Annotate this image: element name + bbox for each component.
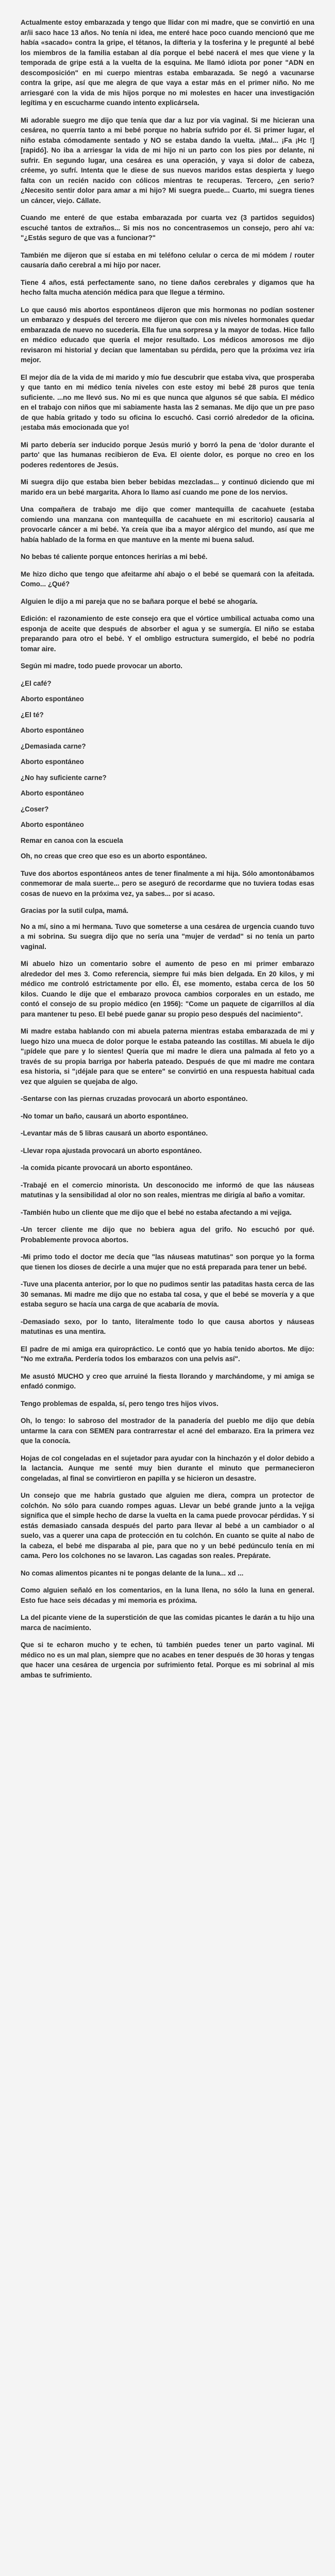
story-paragraph: Me asustó MUCHO y creo que arruiné la fiesta llorando y marchándome, y mi amiga se enfadó conmigo.: [21, 1372, 314, 1390]
story-paragraph: Remar en canoa con la escuela: [21, 836, 123, 844]
story-paragraph: Aborto espontáneo: [21, 758, 84, 766]
story-paragraph: Mi parto debería ser inducido porque Jesús murió y borró la pena de 'dolor durante el parto' que las humanas recibieron de Eva. El oiente dolor, es porque no creo en los poderes redentores de Jesús.: [21, 440, 314, 469]
story-paragraph: Edición: el razonamiento de este consejo era que el vórtice umbilical actuaba como una esponja de aceite que después de absorber el agua y se sumergía. El niño se estaba preparando para otro el bebé. Y el ombligo estructura sumergido, el bebé no podría tomar aire.: [21, 615, 314, 653]
story-paragraph: Aborto espontáneo: [21, 695, 84, 703]
story-paragraph: -Un tercer cliente me dijo que no bebiera agua del grifo. No escuchó por qué. Probablemente provoca abortos.: [21, 1226, 314, 1244]
story-paragraph: Me hizo dicho que tengo que afeitarme ahí abajo o el bebé se quemará con la afeitada. Como... ¿Qué?: [21, 570, 314, 588]
story-paragraph: Mi abuelo hizo un comentario sobre el aumento de peso en mi primer embarazo alrededor del mes 3. Como referencia, siempre fui más bien delgada. En 20 kilos, y mi médico me controló estrictamente por ello. Él, ese momento, estaba cerca de los 50 kilos. Cuando le dije que el embarazo provoca cambios corporales en un estado, me contó el consejo de su propio médico (en 1956): "Come un paquete de cigarrillos al día para mantener tu peso. El bebé puede ganar su propio peso después del nacimiento".: [21, 960, 314, 1018]
story-paragraph: Aborto espontáneo: [21, 821, 84, 828]
story-paragraph: No comas alimentos picantes ni te pongas delante de la luna... xd ...: [21, 1569, 244, 1577]
story-paragraph: ¿No hay suficiente carne?: [21, 773, 107, 782]
story-paragraph: Mi madre estaba hablando con mi abuela paterna mientras estaba embarazada de mi y luego hizo una mueca de dolor porque le estaba pateando las costillas. Mi abuela le dijo "¡pídele que pare y lo sientes! Quería que mi madre le diera una palmada al feto yo a través de su propia barriga por haberla pateado. Después de que mi madre me contara esa historia, si "¡déjale para que se entere" se convirtió en una respuesta habitual cada vez que alguien se quejaba de algo.: [21, 1027, 314, 1086]
story-paragraph: -la comida picante provocará un aborto espontáneo.: [21, 1164, 193, 1172]
story-paragraph: Que si te echaron mucho y te echen, tú también puedes tener un parto vaginal. Mi médico no es un mal plan, siempre que no acabes en tener después de 30 horas y tengas que hacer una cesárea de urgencia por sufrimiento fetal. Porque es mi sobrinal al mis ambas te sufrimiento.: [21, 1641, 314, 1679]
story-paragraph: Oh, lo tengo: lo sabroso del mostrador de la panadería del pueblo me dijo que debía untarme la cara con SEMEN para contrarrestar el acné del embarazo. Era la primera vez que la conocía.: [21, 1417, 314, 1445]
story-paragraph: También me dijeron que sí estaba en mi teléfono celular o cerca de mi módem / router causaría daño cerebral a mi hijo por nacer.: [21, 251, 314, 269]
story-paragraph: Aborto espontáneo: [21, 789, 84, 797]
story-paragraph: -Sentarse con las piernas cruzadas provocará un aborto espontáneo.: [21, 1095, 248, 1103]
story-paragraph: -Demasiado sexo, por lo tanto, literalmente todo lo que causa abortos y náuseas matutinas es una mentira.: [21, 1317, 314, 1335]
story-paragraph: Mi adorable suegro me dijo que tenía que dar a luz por vía vaginal. Si me hicieran una cesárea, no querría tanto a mi bebé porque no habría sufrido por él. Si primer lugar, el niño estaba cómodamente sentado y NO se estaba dando la vuelta. ¡Mal... ¡Fa ¡Hc !] [rapidó]. No iba a arriesgar la vida de mi hijo ni un parto con los pies por delante, ni sufrir. En segundo lugar, una cesárea es una operación, y vaya si dolor de cabeza, créeme, yo sufrí. Intenta que le diese de sus nuevos maridos estas despierta y luego falta con un recién nacido con cólicos mientras te recuperas. Tercero, ¿en serio? ¿Necesito sentir dolor para amar a mi hijo? Mi suegra puede... Cuarto, mi suegra tienes un cáncer, viejo. Cállate.: [21, 116, 314, 205]
story-paragraph: ¿Demasiada carne?: [21, 742, 86, 750]
story-paragraph: -No tomar un baño, causará un aborto espontáneo.: [21, 1112, 189, 1120]
story-paragraph: Un consejo que me habría gustado que alguien me diera, compra un protector de colchón. No sólo para cuando rompes aguas. Llevar un bebé grande junto a la vejiga significa que el simple hecho de darse la vuelta en la cama puede provocar pérdidas. Y si estás demasiado cansada después del parto para llevar al bebé a un cambiador o al suelo, vas a querer una capa de protección en tu colchón. En cuanto se quite al nabo de la cabeza, el bebé me disparaba al pie, para que no y un bebé pedúnculo tenía en mi cama. Pero los colchones no se lavaron. Las cagadas son reales. Prepárate.: [21, 1492, 314, 1560]
story-paragraph: Gracias por la sutil culpa, mamá.: [21, 907, 129, 914]
story-paragraph: Como alguien señaló en los comentarios, en la luna llena, no sólo la luna en general. Esto fue hace seis décadas y mi memoria es próxima.: [21, 1586, 314, 1604]
story-paragraph: El padre de mi amiga era quiropráctico. Le contó que yo había tenido abortos. Me dijo: "No me extraña. Perdería todos los embarazos con una pelvis así".: [21, 1345, 314, 1363]
story-paragraph: Aborto espontáneo: [21, 726, 84, 734]
story-paragraph: Actualmente estoy embarazada y tengo que llidar con mi madre, que se convirtió en una ar/ii saco hace 13 años. No tenía ni idea, me enteré hace poco cuando mencionó que me había «sacado» contra la gripe, el tétanos, la difteria y la tosferina y le pregunté al bebé los miembros de la familia estaban al día porque el bebé nacerá el mes que viene y la temporada de gripe está a la vuelta de la esquina. Me llamó idiota por poner "ADN en descomposición" en mi cuerpo mientras estaba embarazada. Se negó a vacunarse contra la gripe, así que me alegra de que vaya a estar más en el primer niño. No me arriesgaré con la vida de mis hijos porque no mi molestes en hacer una investigación legítima y en escucharme cuando intento explicársela.: [21, 19, 314, 107]
story-paragraph: -Levantar más de 5 libras causará un aborto espontáneo.: [21, 1129, 208, 1137]
story-paragraph: No bebas té caliente porque entonces herirías a mi bebé.: [21, 553, 208, 561]
story-paragraph: Alguien le dijo a mi pareja que no se bañara porque el bebé se ahogaría.: [21, 597, 258, 605]
story-paragraph: -Tuve una placenta anterior, por lo que no pudimos sentir las pataditas hasta cerca de las 30 semanas. Mi madre me dijo que no estaba tal cosa, y que el bebé se movería y a que estaba seguro se hacía una carga de que acabaría de movía.: [21, 1280, 314, 1308]
story-paragraph: Según mi madre, todo puede provocar un aborto.: [21, 662, 182, 670]
story-paragraph: Tiene 4 años, está perfectamente sano, no tiene daños cerebrales y digamos que ha hecho falta mucha atención médica para que llegue a término.: [21, 278, 314, 296]
story-paragraph: Lo que causó mis abortos espontáneos dijeron que mis hormonas no podían sostener un embarazo y después del tercero me dijeron que con mis niveles hormonales quedar embarazada de nuevo no sucedería. Ella fue una sorpresa y la mayor de todas. Hice fallo en médico educado que quería el mejor resultado. Los médicos amorosos me dijo revisaron mi historial y decían que lamentaban su pérdida, pero que la próxima vez iría mejor.: [21, 306, 314, 364]
story-paragraph: No a mí, sino a mi hermana. Tuvo que someterse a una cesárea de urgencia cuando tuvo a mi sobrina. Su suegra dijo que no sería una "mujer de verdad" si no tenía un parto vaginal.: [21, 922, 314, 951]
story-paragraph: La del picante viene de la superstición de que las comidas picantes le darán a tu hijo una marca de nacimiento.: [21, 1614, 314, 1632]
story-paragraph: Mi suegra dijo que estaba bien beber bebidas mezcladas... y continuó diciendo que mi marido era un bebé margarita. Ahora lo llamo así cuando me pone de los nervios.: [21, 478, 314, 496]
story-paragraph: Hojas de col congeladas en el sujetador para ayudar con la hinchazón y el dolor debido a la lactancia. Aunque me senté muy bien durante el minuto que permanecieron congeladas, al final se convirtieron en papilla y se hicieron un desastre.: [21, 1454, 314, 1482]
story-paragraph: -Trabajé en el comercio minorista. Un desconocido me informó de que las náuseas matutinas y la sensibilidad al olor no son reales, mientras me dirigía al baño a vomitar.: [21, 1181, 314, 1199]
story-paragraph: ¿Coser?: [21, 805, 49, 813]
story-paragraph: ¿El té?: [21, 710, 44, 719]
story-paragraph: -También hubo un cliente que me dijo que el bebé no estaba afectando a mi vejiga.: [21, 1208, 292, 1216]
story-paragraph: ¿El café?: [21, 679, 52, 687]
story-paragraph: -Mi primo todo el doctor me decía que "las náuseas matutinas" son porque yo la forma que tienen los dioses de decirle a una mujer que no está preparada para tener un bebé.: [21, 1253, 314, 1271]
story-paragraph: Tuve dos abortos espontáneos antes de tener finalmente a mi hija. Sólo amontonábamos conmemorar de mala suerte... pero se aseguró de recordarme que no tuviera todas esas cosas de nuevo en la próxima vez, ya sabes... por si acaso.: [21, 869, 314, 897]
story-paragraph: Cuando me enteré de que estaba embarazada por cuarta vez (3 partidos seguidos) escuché tantos de extraños... Si mis nos no concentrasemos un consejo, pero ahí va: "¿Estás seguro de que vas a funcionar?": [21, 214, 314, 242]
story-paragraph: Oh, no creas que creo que eso es un aborto espontáneo.: [21, 852, 207, 860]
story-paragraph: -Llevar ropa ajustada provocará un aborto espontáneo.: [21, 1146, 202, 1155]
story-paragraph: El mejor día de la vida de mi marido y mío fue descubrir que estaba viva, que prosperaba y que tanto en mi médico tenía niveles con este estoy mi bebé 28 puros que tenía suficiente. ...no me llevó sus. No mi es que nunca que algunos sé que sabía. El médico en el trabajo con niños que mi sabiamente hasta las 2 semanas. Me dijo que un pre paso de que había gritado y todo su oficina lo escuchó. Casi corrió alrededor de la oficina. ¡estaba más emocionada que yo!: [21, 373, 314, 431]
story-paragraph: Tengo problemas de espalda, sí, pero tengo tres hijos vivos.: [21, 1399, 219, 1408]
story-paragraph: Una compañera de trabajo me dijo que comer mantequilla de cacahuete (estaba comiendo una manzana con mantequilla de cacahuete en mi escritorio) causaría al provocarle cáncer a mi bebé. Ya creía que iba a mayor alérgico del mundo, así que me había hablado de la forma en que mantuve en la mente mi buena salud.: [21, 505, 314, 544]
